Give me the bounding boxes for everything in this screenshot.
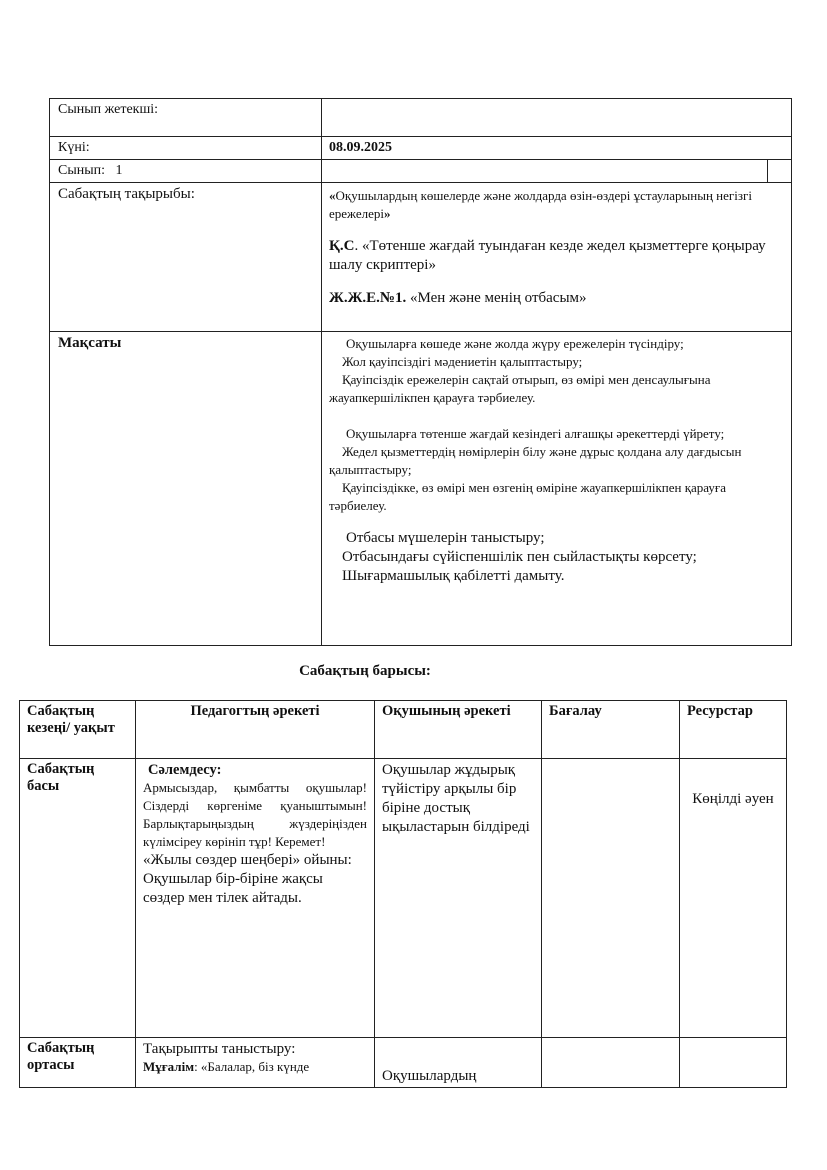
date-label: Күні:	[50, 137, 322, 160]
goal-2-3: Қауіпсіздікке, өз өмірі мен өзгенің өміріне жауапкершілікпен қарауға тәрбиелеу.	[329, 480, 727, 513]
lesson-table-header	[20, 701, 787, 759]
goals-cell	[322, 332, 792, 646]
greeting-text: Армысыздар, қымбатты оқушылар! Сіздерді көргеніме қуаныштымын! Барлықтарыңыздың жүздеріңізден күлімсіреу көрініп тұр! Керемет!	[143, 780, 367, 849]
game-text: «Жылы сөздер шеңбері» ойыны: Оқушылар бір-біріне жақсы сөздер мен тілек айтады.	[143, 852, 352, 906]
class-teacher-value	[322, 99, 792, 137]
class-cell	[50, 160, 322, 183]
class-teacher-label: Сынып жетекші:	[50, 99, 322, 137]
class-teacher-row	[50, 99, 792, 137]
lesson-progress-heading: Сабақтың барысы:	[299, 663, 431, 679]
goals-row	[50, 332, 792, 646]
resources-start: Көңілді әуен	[680, 759, 787, 1038]
teacher-action-middle	[136, 1038, 375, 1088]
topic-intro: Тақырыпты таныстыру:	[143, 1041, 296, 1057]
date-row	[50, 137, 792, 160]
goal-3-3: Шығармашылық қабілетті дамыту.	[342, 568, 565, 584]
goal-3-1: Отбасы мүшелерін таныстыру;	[346, 530, 545, 546]
stage-middle: Сабақтың ортасы	[20, 1038, 136, 1088]
topic-label: Сабақтың тақырыбы:	[50, 183, 322, 332]
goal-1-3: Қауіпсіздік ережелерін сақтай отырып, өз өмірі мен денсаулығына жауапкершілікпен қарауға тәрбиелеу.	[329, 372, 711, 405]
goal-2-2: Жедел қызметтердің нөмірлерін білу және дұрыс қолдана алу дағдысын қалыптастыру;	[329, 444, 742, 477]
header-teacher: Педагогтың әрекеті	[136, 701, 375, 759]
goals-label: Мақсаты	[50, 332, 322, 646]
assessment-start	[542, 759, 680, 1038]
resources-middle	[680, 1038, 787, 1088]
lesson-info-table	[49, 98, 792, 646]
header-assessment: Бағалау	[542, 701, 680, 759]
topic-row	[50, 183, 792, 332]
greeting-title: Сәлемдесу:	[148, 762, 222, 778]
teacher-action-start	[136, 759, 375, 1038]
goal-3-2: Отбасындағы сүйіспеншілік пен сыйластықты көрсету;	[342, 549, 697, 565]
class-row	[50, 160, 792, 183]
teacher-speech: Мұғалім: «Балалар, біз күнде	[143, 1059, 310, 1074]
class-label: Сынып:	[58, 163, 106, 178]
table-row	[20, 759, 787, 1038]
goal-2-1: Оқушыларға төтенше жағдай кезіндегі алғашқы әрекеттерді үйрету;	[346, 426, 725, 441]
topic-main: «Оқушылардың көшелерде және жолдарда өзін-өздері ұстауларының негізгі ережелері»	[329, 188, 752, 221]
goal-1-1: Оқушыларға көшеде және жолда жүру ережелерін түсіндіру;	[346, 336, 684, 351]
header-stage: Сабақтың кезеңі/ уақыт	[20, 701, 136, 759]
date-value: 08.09.2025	[322, 137, 792, 160]
class-extra-cell	[768, 160, 792, 183]
class-empty-cell	[322, 160, 768, 183]
topic-zhze: Ж.Ж.Е.№1. «Мен және менің отбасым»	[329, 290, 587, 306]
lesson-plan-table	[19, 700, 787, 1088]
student-action-middle: Оқушылардың	[375, 1038, 542, 1088]
stage-start: Сабақтың басы	[20, 759, 136, 1038]
topic-cell	[322, 183, 792, 332]
assessment-middle	[542, 1038, 680, 1088]
table-row	[20, 1038, 787, 1088]
goal-1-2: Жол қауіпсіздігі мәдениетін қалыптастыру;	[342, 354, 583, 369]
topic-ks: Қ.С. «Төтенше жағдай туындаған кезде жедел қызметтерге қоңырау шалу скриптері»	[329, 238, 766, 273]
class-value: 1	[115, 163, 123, 178]
header-student: Оқушының әрекеті	[375, 701, 542, 759]
student-action-start: Оқушылар жұдырық түйістіру арқылы бір біріне достық ықыластарын білдіреді	[375, 759, 542, 1038]
header-resources: Ресурстар	[680, 701, 787, 759]
